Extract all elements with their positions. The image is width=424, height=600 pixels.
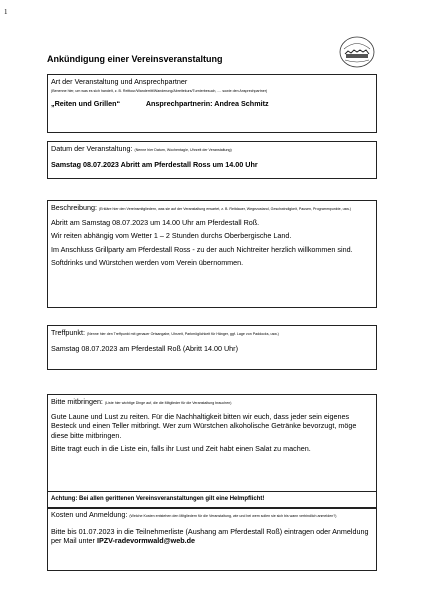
kosten-p1: [51, 527, 373, 546]
art-event: „Reiten und Grillen“: [51, 99, 121, 108]
beschreibung-p1: Abritt am Samstag 08.07.2023 um 14.00 Uhr am Pferdestall Roß.: [51, 218, 260, 227]
kosten-head-text: Kosten und Anmeldung:: [51, 510, 128, 519]
art-note: (Benenne hier, um was es sich handelt, z. B. Reittour/Wanderritt/Wanderung/Abreitekurs/Turnierbesuch, .... sowie den Ansprechpartner): [51, 89, 268, 93]
beschreibung-head-text: Beschreibung:: [51, 203, 97, 212]
section-mitbringen: [47, 394, 377, 492]
page-title: Ankündigung einer Vereinsveranstaltung: [47, 54, 223, 64]
section-beschreibung: [47, 200, 377, 308]
section-kosten: [47, 507, 377, 571]
datum-heading: [51, 144, 373, 155]
kosten-email-link[interactable]: IPZV-radevormwald@web.de: [96, 536, 196, 546]
treffpunkt-head-text: Treffpunkt:: [51, 328, 85, 337]
kosten-heading: [51, 510, 373, 521]
club-logo-icon: [339, 36, 375, 68]
section-treffpunkt: [47, 325, 377, 370]
mitbringen-p1: Gute Laune und Lust zu reiten. Für die Nachhaltigkeit bitten wir euch, dass jeder sein eigenes Besteck und einen Teller mitbringt. Wer zum Würstchen alkoholische Getränke bevorzugt, möge diese bitte mitbringen.: [51, 412, 357, 440]
kosten-p1-text: Bitte bis 01.07.2023 in die Teilnehmerliste (Aushang am Pferdestall Roß) eintragen oder Anmeldung per Mail unter: [51, 527, 369, 546]
mitbringen-note: (Liste hier wichtige Dinge auf, die die Mitglieder für die Veranstaltung brauchen): [104, 401, 232, 405]
treffpunkt-note: (Nenne hier den Treffpunkt mit genauer Ortsangabe, Uhrzeit, Parkmöglichkeit für Hänger, ggf. Lage von Paddocks, usw.): [86, 332, 279, 336]
page-number: 1: [4, 8, 8, 16]
mitbringen-head-text: Bitte mitbringen:: [51, 397, 103, 406]
section-art: [47, 74, 377, 133]
datum-value: Samstag 08.07.2023 Abritt am Pferdestall Ross um 14.00 Uhr: [51, 160, 258, 169]
beschreibung-p4: Softdrinks und Würstchen werden vom Verein übernommen.: [51, 258, 244, 268]
art-value: [51, 99, 373, 108]
art-heading: Art der Veranstaltung und Ansprechpartner: [51, 77, 188, 86]
treffpunkt-value: Samstag 08.07.2023 am Pferdestall Roß (Abritt 14.00 Uhr): [51, 344, 238, 353]
beschreibung-p2: Wir reiten abhängig vom Wetter 1 – 2 Stunden durchs Oberbergische Land.: [51, 231, 292, 241]
datum-note: (Nenne hier Datum, Wochentag/e, Uhrzeit der Veranstaltung): [134, 148, 232, 152]
mitbringen-warning: Achtung: Bei allen gerittenen Vereinsveranstaltungen gilt eine Helmpflicht!: [51, 496, 265, 502]
datum-head-text: Datum der Veranstaltung:: [51, 144, 133, 153]
beschreibung-note: (Erkläre hier den Vereinsmitgliedern, was sie auf der Veranstaltung erwartet, z. B. Reitdauer, Wegezustand, Geschwindigkeit, Pausen, Programmpunkte, usw.): [98, 207, 351, 211]
treffpunkt-heading: [51, 328, 373, 339]
kosten-note: (Welche Kosten entstehen den Mitgliedern für die Veranstaltung, wie und bei wem sollen sie sich bis wann verbindlich anmelden?): [129, 514, 337, 518]
mitbringen-heading: [51, 397, 373, 408]
mitbringen-p2: Bitte tragt euch in die Liste ein, falls ihr Lust und Zeit habt einen Salat zu machen.: [51, 444, 311, 454]
beschreibung-heading: [51, 203, 373, 214]
art-contact: Ansprechpartnerin: Andrea Schmitz: [145, 99, 269, 108]
section-datum: [47, 141, 377, 179]
beschreibung-p3: Im Anschluss Grillparty am Pferdestall Ross - zu der auch Nichtreiter herzlich willkommen sind.: [51, 244, 353, 254]
